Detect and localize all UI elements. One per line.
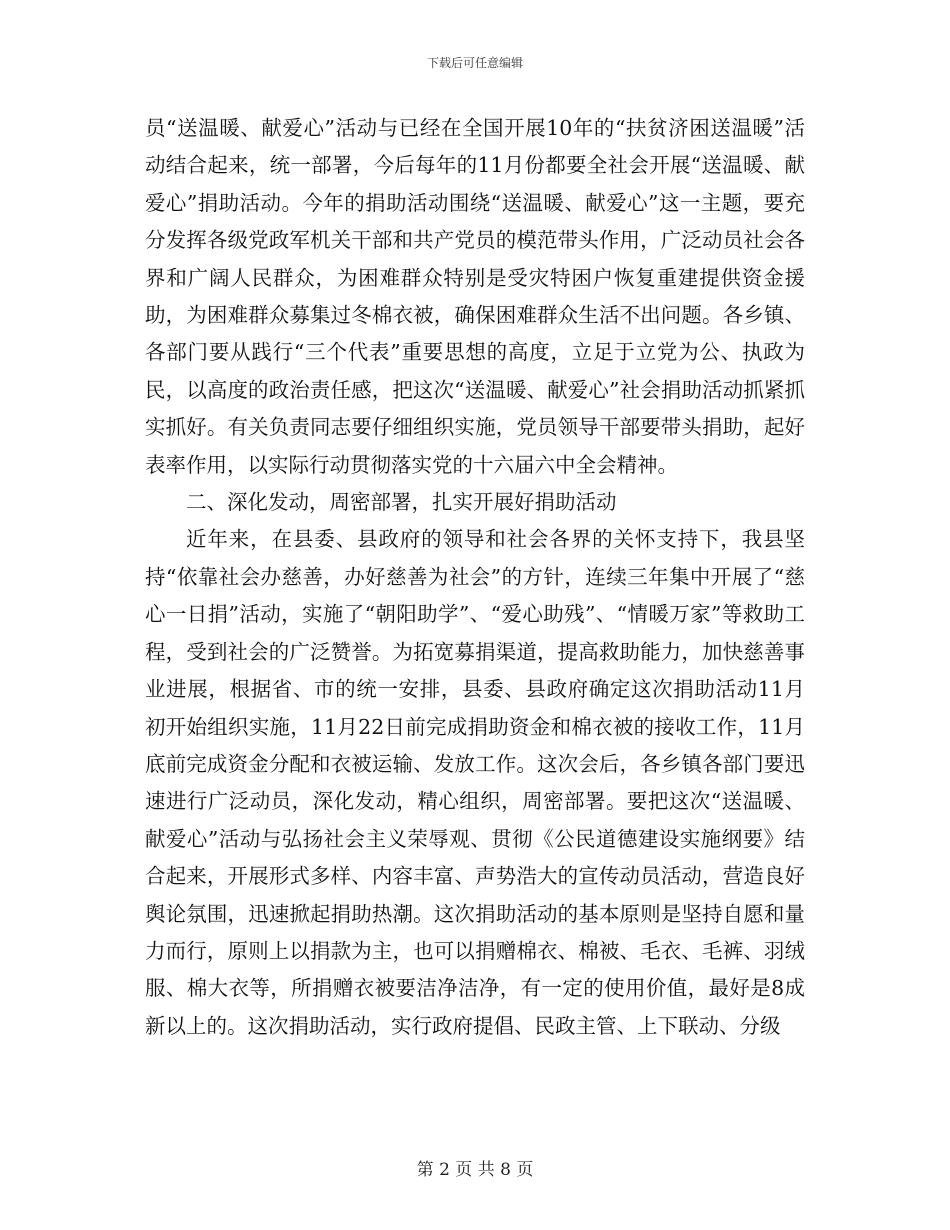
document-body <box>145 110 805 1045</box>
page-number: 第 2 页 共 8 页 <box>416 1160 534 1180</box>
section-heading: 二、深化发动，周密部署，扎实开展好捐助活动 <box>186 490 617 515</box>
page-header: 下载后可任意编辑 <box>426 56 523 70</box>
paragraph: 近年来，在县委、县政府的领导和社会各界的关怀支持下，我县坚持“依靠社会办慈善，办好慈善为社会”的方针，连续三年集中开展了“慈心一日捐”活动，实施了“朝阳助学”、“爱心助残”、“情暖万家”等救助工程，受到社会的广泛赞誉。为拓宽募捐渠道，提高救助能力，加快慈善事业进展，根据省、市的统一安排，县委、县政府确定这次捐助活动11月初开始组织实施，11月22日前完成捐助资金和棉衣被的接收工作，11月底前完成资金分配和衣被运输、发放工作。这次会后，各乡镇各部门要迅速进行广泛动员，深化发动，精心组织，周密部署。要把这次“送温暖、献爱心”活动与弘扬社会主义荣辱观、贯彻《公民道德建设实施纲要》结合起来，开展形式多样、内容丰富、声势浩大的宣传动员活动，营造良好舆论氛围，迅速掀起捐助热潮。这次捐助活动的基本原则是坚持自愿和量力而行，原则上以捐款为主，也可以捐赠棉衣、棉被、毛衣、毛裤、羽绒服、棉大衣等，所捐赠衣被要洁净洁净，有一定的使用价值，最好是8成新以上的。这次捐助活动，实行政府提倡、民政主管、上下联动、分级 <box>145 527 805 1038</box>
paragraph-continued: 员“送温暖、献爱心”活动与已经在全国开展10年的“扶贫济困送温暖”活动结合起来，统一部署，今后每年的11月份都要全社会开展“送温暖、献爱心”捐助活动。今年的捐助活动围绕“送温暖、献爱心”这一主题，要充分发挥各级党政军机关干部和共产党员的模范带头作用，广泛动员社会各界和广阔人民群众，为困难群众特别是受灾特困户恢复重建提供资金援助，为困难群众募集过冬棉衣被，确保困难群众生活不出问题。各乡镇、各部门要从践行“三个代表”重要思想的高度，立足于立党为公、执政为民，以高度的政治责任感，把这次“送温暖、献爱心”社会捐助活动抓紧抓实抓好。有关负责同志要仔细组织实施，党员领导干部要带头捐助，起好表率作用，以实际行动贯彻落实党的十六届六中全会精神。 <box>145 116 805 477</box>
